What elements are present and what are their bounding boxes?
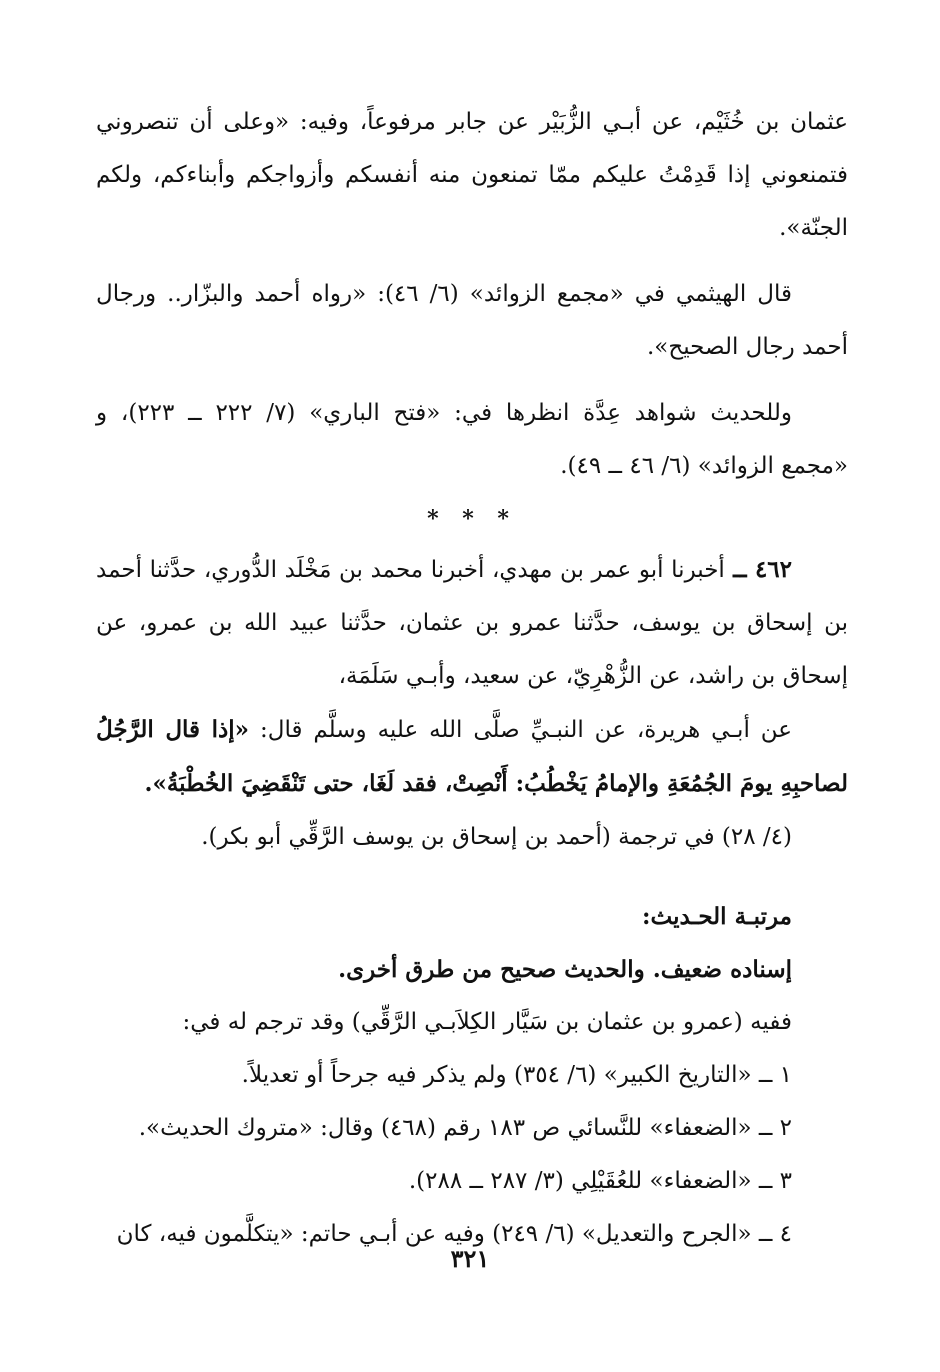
hadith-isnad: أخبرنا أبو عمر بن مهدي، أخبرنا محمد بن مَخْلَد الدُّوري، حدَّثنا أحمد بن إسحاق بن يوسف، حدَّثنا عمرو بن عثمان، حدَّثنا عبيد الله بن عمرو، عن إسحاق بن راشد، عن الزُّهْرِيّ، عن سعيد، وأبـي سَلَمَة، [96, 557, 848, 689]
hadith-isnad-paragraph [96, 543, 848, 703]
page-body [96, 96, 848, 1261]
grading-item-3: ٣ ــ «الضعفاء» للعُقَيْلِي (٣/ ٢٨٧ ــ ٢٨٨). [408, 1168, 792, 1194]
hadith-matn: «إذا قال الرَّجُلُ لصاحبِهِ يومَ الجُمُعَةِ والإمامُ يَخْطُبُ: أَنْصِتْ، فقد لَغَا، حتى تَنْقَضِيَ الخُطْبَةُ». [96, 716, 848, 797]
grading-item-4: ٤ ــ «الجرح والتعديل» (٦/ ٢٤٩) وفيه عن أبـي حاتم: «يتكلَّمون فيه، كان [116, 1221, 792, 1247]
grading-verdict: إسناده ضعيف. والحديث صحيح من طرق أخرى. [338, 956, 792, 983]
grading-intro: ففيه (عمرو بن عثمان بن سَيَّار الكِلاَبـي الرَّقِّي) وقد ترجم له في: [182, 1009, 792, 1035]
hadith-number: ٤٦٢ [754, 556, 792, 583]
hadith-dash: ــ [724, 556, 755, 583]
hadith-matn-paragraph [96, 703, 848, 811]
grading-item-1: ١ ــ «التاريخ الكبير» (٦/ ٣٥٤) ولم يذكر فيه جرحاً أو تعديلاً. [241, 1062, 792, 1088]
grading-heading: مرتبـة الحـديث: [642, 903, 792, 930]
hadith-reference: (٤/ ٢٨) في ترجمة (أحمد بن إسحاق بن يوسف الرَّقِّي أبو بكر). [201, 824, 792, 850]
paragraph-continuation: عثمان بن خُثَيْم، عن أبـي الزُّبَيْر عن جابر مرفوعاً، وفيه: «وعلى أن تنصروني فتمنعوني إذا قَدِمْتُ عليكم ممّا تمنعون منه أنفسكم وأزواجكم وأبناءكم، ولكم الجنّة». [96, 109, 848, 241]
paragraph-haythami: قال الهيثمي في «مجمع الزوائد» (٦/ ٤٦): «رواه أحمد والبزّار.. ورجال أحمد رجال الصحيح». [96, 281, 848, 360]
hadith-intro: عن أبـي هريرة، عن النبـيِّ صلَّى الله عليه وسلَّم قال: [249, 717, 792, 743]
section-separator: * * * [427, 506, 517, 532]
paragraph-witnesses: وللحديث شواهد عِدَّة انظرها في: «فتح الباري» (٧/ ٢٢٢ ــ ٢٢٣)، و «مجمع الزوائد» (٦/ ٤٦ ــ ٤٩). [96, 400, 848, 479]
grading-item-2: ٢ ــ «الضعفاء» للنَّسائي ص ١٨٣ رقم (٤٦٨) وقال: «متروك الحديث». [138, 1115, 792, 1141]
page-number: ٣٢١ [450, 1244, 490, 1273]
